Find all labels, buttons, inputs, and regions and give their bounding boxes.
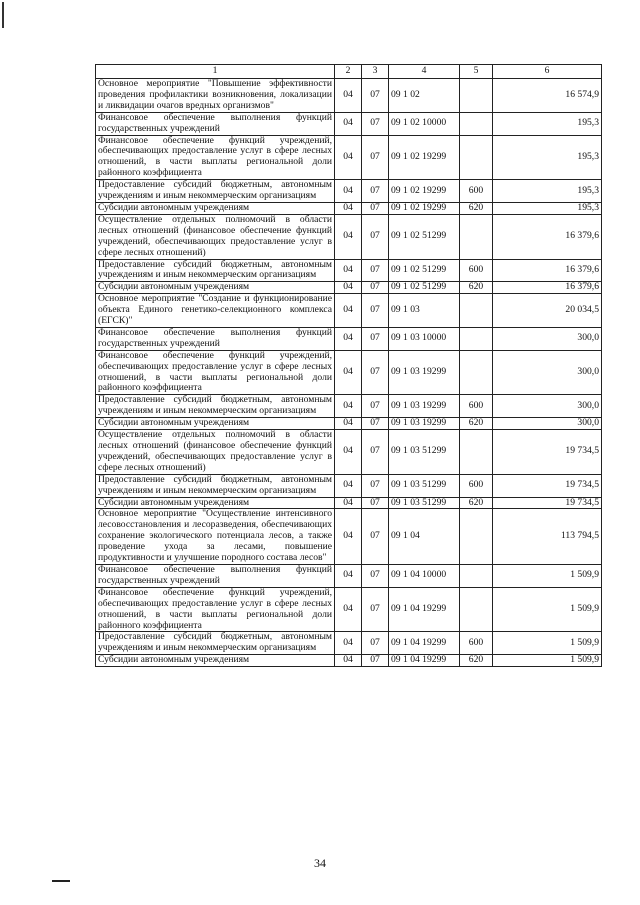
table-row	[96, 395, 602, 418]
row-amount-cell: 1 509,9	[493, 564, 602, 587]
row-amount-cell: 195,3	[493, 180, 602, 203]
row-amount-cell: 16 379,6	[493, 282, 602, 294]
row-subsection-cell: 07	[362, 79, 389, 113]
row-name-cell: Основное мероприятие "Осуществление интенсивного лесовосстановления и лесоразведения, обеспечивающих сохранение экологического потенциала лесов, а также проведение ухода за лесами, повышение продуктивности и улучшение породного состава лесов"	[96, 509, 335, 565]
row-target-cell: 09 1 03 10000	[389, 327, 460, 350]
row-expense-type-cell: 600	[460, 180, 493, 203]
table-row	[96, 180, 602, 203]
row-amount-cell: 1 509,9	[493, 587, 602, 632]
row-section-cell: 04	[335, 259, 362, 282]
row-name-cell: Финансовое обеспечение выполнения функций государственных учреждений	[96, 564, 335, 587]
row-target-cell: 09 1 04 19299	[389, 655, 460, 667]
row-amount-cell: 16 379,6	[493, 214, 602, 259]
row-expense-type-cell	[460, 350, 493, 395]
row-amount-cell: 300,0	[493, 350, 602, 395]
row-expense-type-cell: 620	[460, 497, 493, 509]
row-section-cell: 04	[335, 214, 362, 259]
row-target-cell: 09 1 03 51299	[389, 497, 460, 509]
table-row	[96, 282, 602, 294]
row-amount-cell: 195,3	[493, 202, 602, 214]
row-name-cell: Субсидии автономным учреждениям	[96, 202, 335, 214]
table-row	[96, 418, 602, 430]
row-amount-cell: 195,3	[493, 112, 602, 135]
row-expense-type-cell: 620	[460, 202, 493, 214]
row-name-cell: Осуществление отдельных полномочий в области лесных отношений (финансовое обеспечение функций учреждений, обеспечивающих предоставление услуг в сфере лесных отношений)	[96, 214, 335, 259]
row-subsection-cell: 07	[362, 214, 389, 259]
header-col-4: 4	[389, 65, 460, 79]
row-section-cell: 04	[335, 180, 362, 203]
row-subsection-cell: 07	[362, 564, 389, 587]
table-row	[96, 214, 602, 259]
row-expense-type-cell	[460, 327, 493, 350]
binding-mark	[2, 2, 4, 28]
row-expense-type-cell	[460, 79, 493, 113]
row-expense-type-cell: 600	[460, 395, 493, 418]
row-amount-cell: 1 509,9	[493, 632, 602, 655]
row-amount-cell: 300,0	[493, 395, 602, 418]
row-target-cell: 09 1 02 19299	[389, 135, 460, 180]
row-section-cell: 04	[335, 327, 362, 350]
row-target-cell: 09 1 04 19299	[389, 587, 460, 632]
row-section-cell: 04	[335, 79, 362, 113]
row-subsection-cell: 07	[362, 350, 389, 395]
table-row	[96, 294, 602, 328]
row-subsection-cell: 07	[362, 180, 389, 203]
row-section-cell: 04	[335, 655, 362, 667]
row-target-cell: 09 1 02 19299	[389, 202, 460, 214]
row-expense-type-cell: 600	[460, 474, 493, 497]
row-subsection-cell: 07	[362, 418, 389, 430]
row-amount-cell: 113 794,5	[493, 509, 602, 565]
table-row	[96, 350, 602, 395]
row-section-cell: 04	[335, 135, 362, 180]
row-target-cell: 09 1 02 19299	[389, 180, 460, 203]
row-subsection-cell: 07	[362, 655, 389, 667]
header-col-6: 6	[493, 65, 602, 79]
row-target-cell: 09 1 02 10000	[389, 112, 460, 135]
row-amount-cell: 19 734,5	[493, 474, 602, 497]
row-subsection-cell: 07	[362, 259, 389, 282]
row-amount-cell: 1 509,9	[493, 655, 602, 667]
row-section-cell: 04	[335, 587, 362, 632]
row-name-cell: Финансовое обеспечение выполнения функций государственных учреждений	[96, 327, 335, 350]
table-row	[96, 474, 602, 497]
row-name-cell: Финансовое обеспечение функций учреждений, обеспечивающих предоставление услуг в сфере лесных отношений, в части выплаты региональной доли районного коэффициента	[96, 587, 335, 632]
row-expense-type-cell	[460, 214, 493, 259]
row-subsection-cell: 07	[362, 632, 389, 655]
row-name-cell: Предоставление субсидий бюджетным, автономным учреждениям и иным некоммерческим организациям	[96, 632, 335, 655]
header-col-5: 5	[460, 65, 493, 79]
row-name-cell: Финансовое обеспечение функций учреждений, обеспечивающих предоставление услуг в сфере лесных отношений, в части выплаты региональной доли районного коэффициента	[96, 350, 335, 395]
row-name-cell: Субсидии автономным учреждениям	[96, 655, 335, 667]
row-name-cell: Предоставление субсидий бюджетным, автономным учреждениям и иным некоммерческим организациям	[96, 259, 335, 282]
row-section-cell: 04	[335, 202, 362, 214]
row-expense-type-cell: 600	[460, 632, 493, 655]
row-target-cell: 09 1 03 19299	[389, 350, 460, 395]
table-row	[96, 327, 602, 350]
row-section-cell: 04	[335, 282, 362, 294]
header-col-2: 2	[335, 65, 362, 79]
table-header-row	[96, 65, 602, 79]
row-amount-cell: 20 034,5	[493, 294, 602, 328]
row-name-cell: Субсидии автономным учреждениям	[96, 418, 335, 430]
row-expense-type-cell	[460, 135, 493, 180]
row-expense-type-cell	[460, 587, 493, 632]
row-name-cell: Предоставление субсидий бюджетным, автономным учреждениям и иным некоммерческим организациям	[96, 395, 335, 418]
row-section-cell: 04	[335, 418, 362, 430]
row-section-cell: 04	[335, 497, 362, 509]
row-target-cell: 09 1 02 51299	[389, 214, 460, 259]
row-name-cell: Основное мероприятие "Создание и функционирование объекта Единого генетико-селекционного комплекса (ЕГСК)"	[96, 294, 335, 328]
table-row	[96, 655, 602, 667]
table-row	[96, 135, 602, 180]
row-name-cell: Субсидии автономным учреждениям	[96, 282, 335, 294]
row-target-cell: 09 1 03 19299	[389, 418, 460, 430]
table-row	[96, 79, 602, 113]
row-subsection-cell: 07	[362, 135, 389, 180]
row-target-cell: 09 1 04 10000	[389, 564, 460, 587]
row-subsection-cell: 07	[362, 430, 389, 475]
page-number: 34	[314, 856, 326, 870]
row-target-cell: 09 1 03 51299	[389, 474, 460, 497]
row-amount-cell: 300,0	[493, 418, 602, 430]
row-section-cell: 04	[335, 564, 362, 587]
row-expense-type-cell	[460, 509, 493, 565]
row-subsection-cell: 07	[362, 587, 389, 632]
row-subsection-cell: 07	[362, 474, 389, 497]
row-section-cell: 04	[335, 294, 362, 328]
margin-mark	[52, 880, 70, 882]
row-subsection-cell: 07	[362, 509, 389, 565]
row-section-cell: 04	[335, 350, 362, 395]
table-row	[96, 509, 602, 565]
row-section-cell: 04	[335, 430, 362, 475]
row-amount-cell: 19 734,5	[493, 430, 602, 475]
row-expense-type-cell	[460, 564, 493, 587]
budget-table	[95, 64, 602, 667]
row-target-cell: 09 1 03 51299	[389, 430, 460, 475]
row-subsection-cell: 07	[362, 395, 389, 418]
row-name-cell: Финансовое обеспечение функций учреждений, обеспечивающих предоставление услуг в сфере лесных отношений, в части выплаты региональной доли районного коэффициента	[96, 135, 335, 180]
table-row	[96, 202, 602, 214]
row-section-cell: 04	[335, 112, 362, 135]
table-row	[96, 564, 602, 587]
row-subsection-cell: 07	[362, 497, 389, 509]
row-expense-type-cell	[460, 112, 493, 135]
header-col-3: 3	[362, 65, 389, 79]
row-subsection-cell: 07	[362, 282, 389, 294]
row-expense-type-cell: 600	[460, 259, 493, 282]
row-target-cell: 09 1 03 19299	[389, 395, 460, 418]
row-amount-cell: 300,0	[493, 327, 602, 350]
row-target-cell: 09 1 04 19299	[389, 632, 460, 655]
table-row	[96, 112, 602, 135]
row-subsection-cell: 07	[362, 294, 389, 328]
row-amount-cell: 16 574,9	[493, 79, 602, 113]
row-section-cell: 04	[335, 509, 362, 565]
row-name-cell: Предоставление субсидий бюджетным, автономным учреждениям и иным некоммерческим организациям	[96, 180, 335, 203]
row-section-cell: 04	[335, 395, 362, 418]
row-target-cell: 09 1 02	[389, 79, 460, 113]
row-expense-type-cell	[460, 430, 493, 475]
row-amount-cell: 195,3	[493, 135, 602, 180]
row-target-cell: 09 1 04	[389, 509, 460, 565]
row-target-cell: 09 1 03	[389, 294, 460, 328]
row-expense-type-cell	[460, 294, 493, 328]
table-row	[96, 587, 602, 632]
table-row	[96, 497, 602, 509]
table-row	[96, 632, 602, 655]
row-target-cell: 09 1 02 51299	[389, 259, 460, 282]
row-section-cell: 04	[335, 474, 362, 497]
table-body	[96, 79, 602, 667]
row-expense-type-cell: 620	[460, 418, 493, 430]
row-name-cell: Финансовое обеспечение выполнения функций государственных учреждений	[96, 112, 335, 135]
row-expense-type-cell: 620	[460, 655, 493, 667]
row-subsection-cell: 07	[362, 202, 389, 214]
row-subsection-cell: 07	[362, 327, 389, 350]
header-col-1: 1	[96, 65, 335, 79]
table-row	[96, 259, 602, 282]
row-subsection-cell: 07	[362, 112, 389, 135]
row-name-cell: Предоставление субсидий бюджетным, автономным учреждениям и иным некоммерческим организациям	[96, 474, 335, 497]
row-amount-cell: 16 379,6	[493, 259, 602, 282]
row-target-cell: 09 1 02 51299	[389, 282, 460, 294]
row-expense-type-cell: 620	[460, 282, 493, 294]
row-section-cell: 04	[335, 632, 362, 655]
row-amount-cell: 19 734,5	[493, 497, 602, 509]
row-name-cell: Субсидии автономным учреждениям	[96, 497, 335, 509]
row-name-cell: Осуществление отдельных полномочий в области лесных отношений (финансовое обеспечение функций учреждений, обеспечивающих предоставление услуг в сфере лесных отношений)	[96, 430, 335, 475]
row-name-cell: Основное мероприятие "Повышение эффективности проведения профилактики возникновения, локализации и ликвидации очагов вредных организмов"	[96, 79, 335, 113]
table-row	[96, 430, 602, 475]
